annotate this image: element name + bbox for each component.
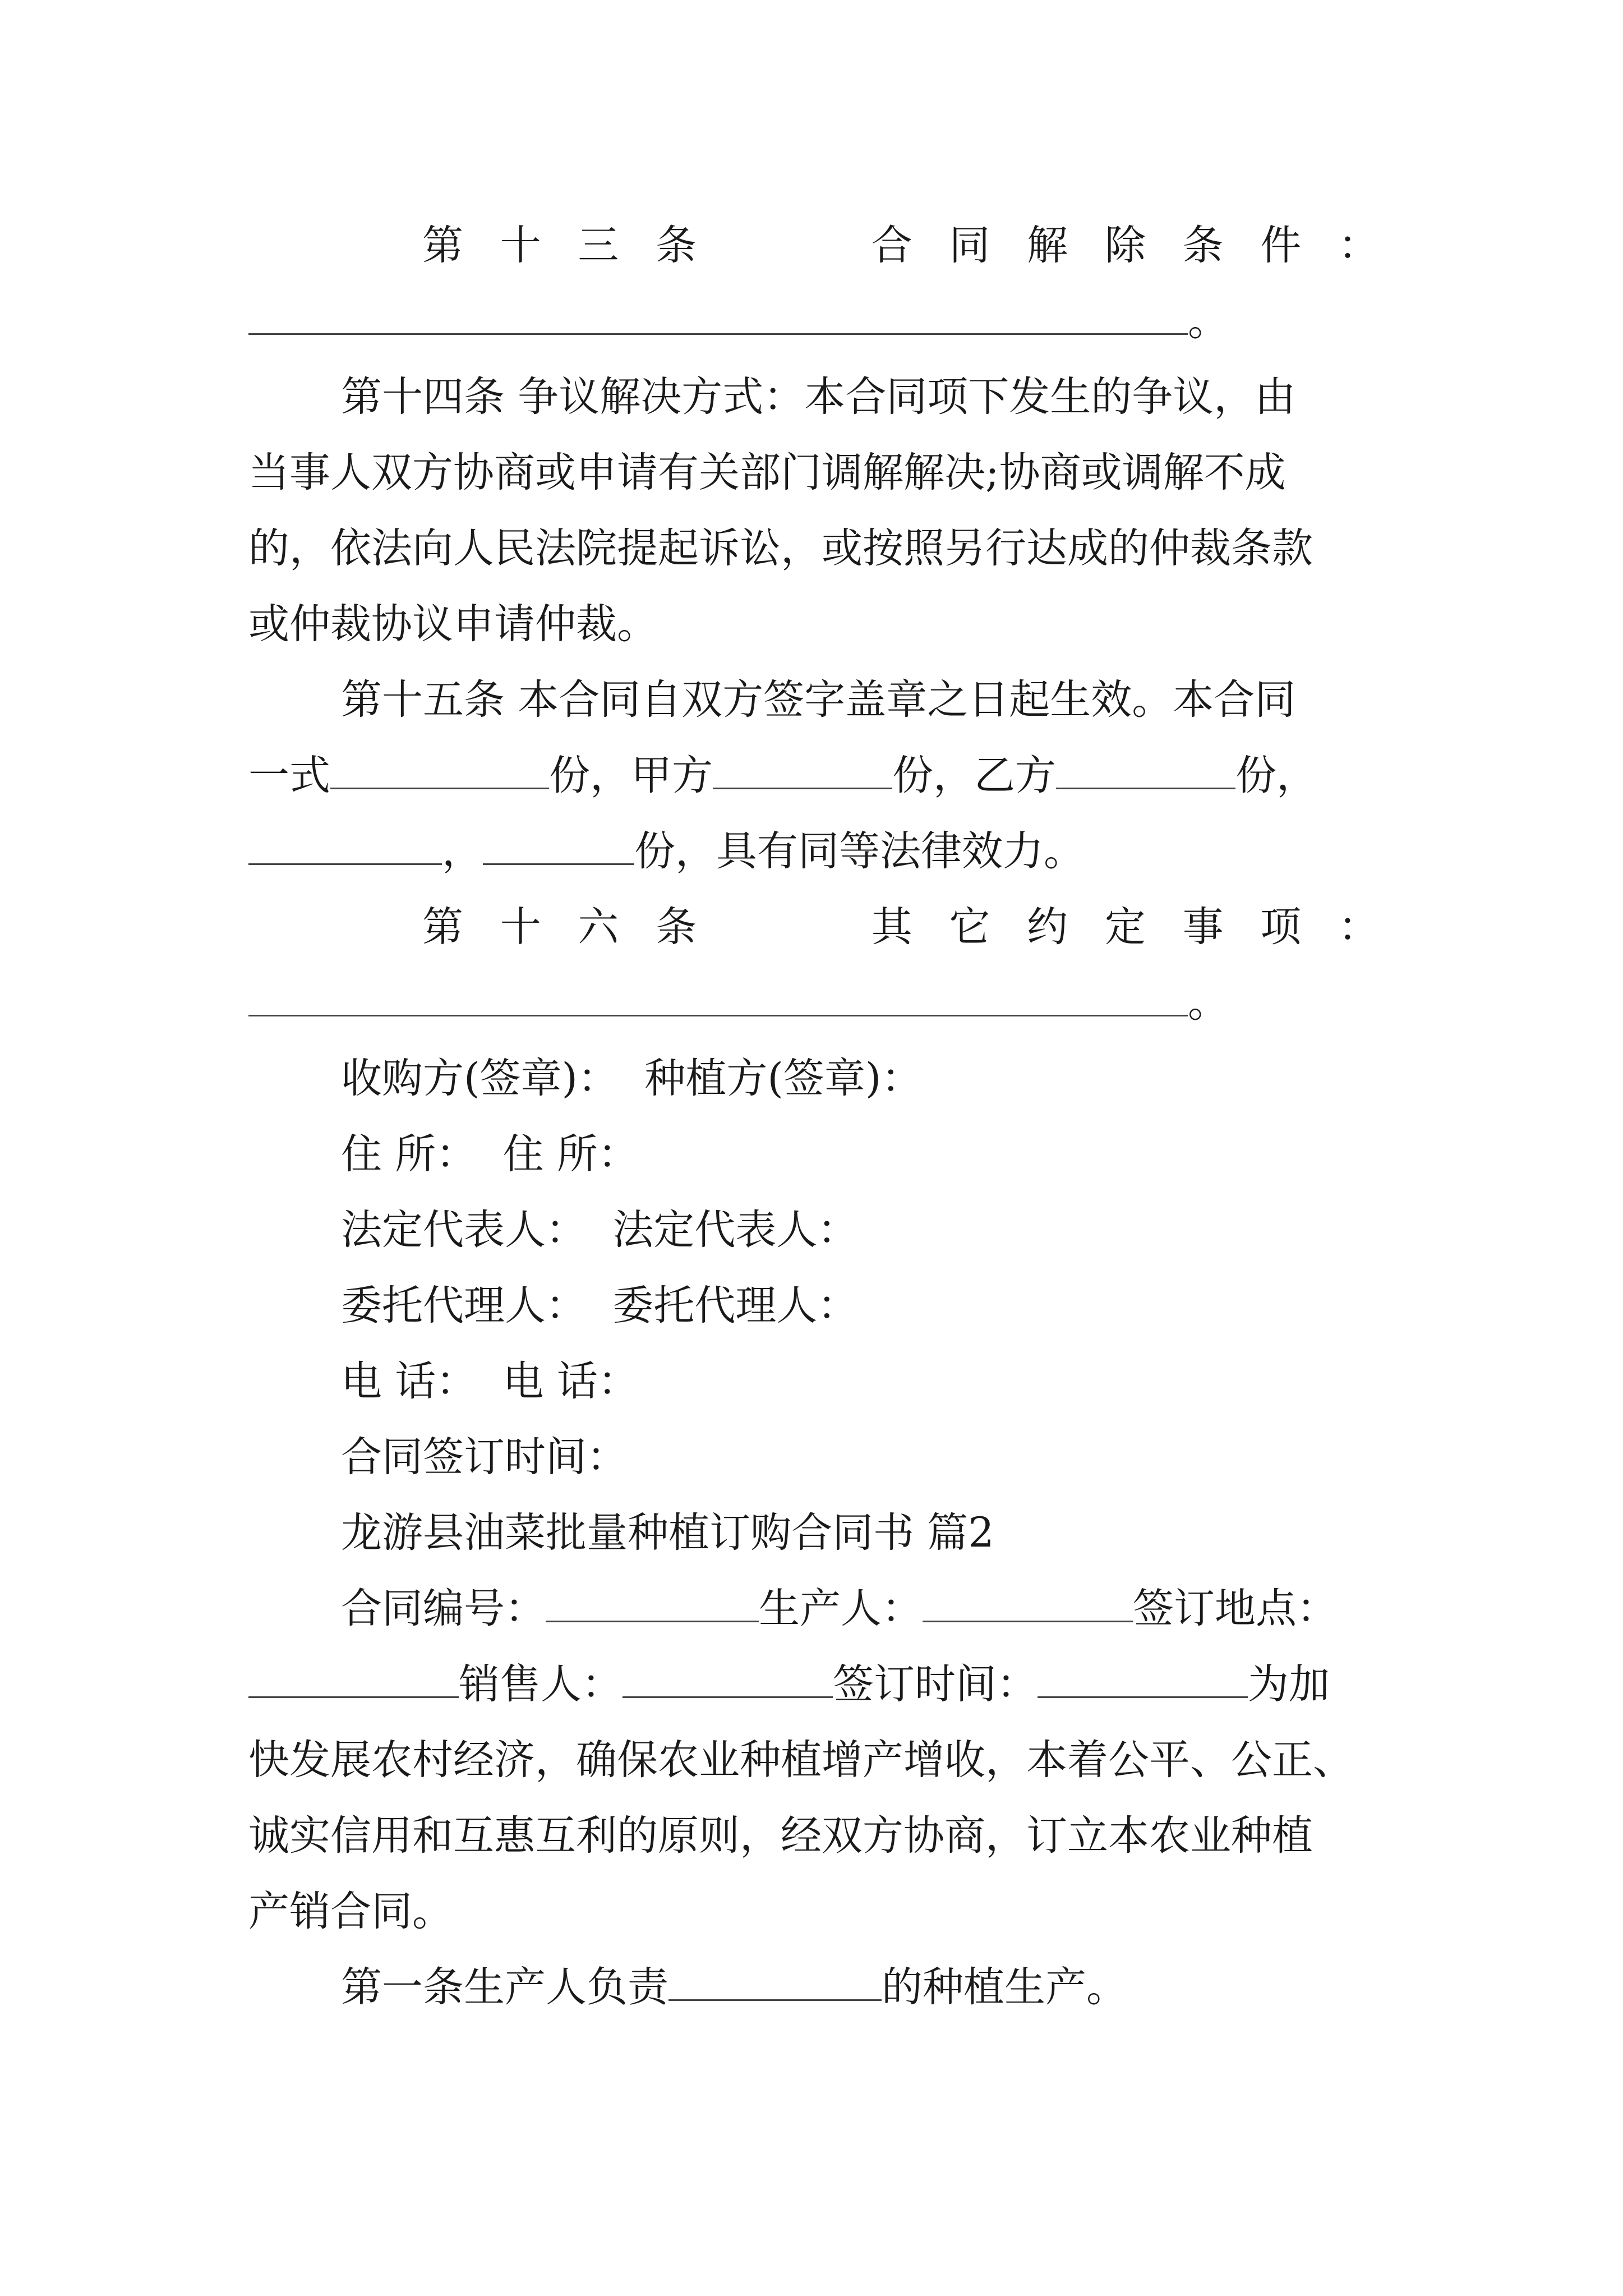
text: 合同编号： <box>341 1585 546 1632</box>
text: 为加 <box>1248 1660 1330 1708</box>
contract-number-blank <box>546 1588 759 1622</box>
period: 。 <box>1188 297 1229 345</box>
article-13-line <box>248 208 1416 283</box>
section-2-title: 龙游县油菜批量种植订购合同书 篇2 <box>341 1509 994 1557</box>
text: 份，具有同等法律效力。 <box>634 827 1085 875</box>
text: 一式 <box>248 752 330 799</box>
signature-parties: 收购方(签章)： 种植方(签章)： <box>341 1055 923 1102</box>
date-blank <box>1038 1664 1248 1698</box>
section-2-line-4: 诚实信用和互惠互利的原则，经双方协商，订立本农业种植 <box>248 1812 1313 1860</box>
article-15-line-3 <box>248 813 1379 889</box>
text: 份，甲方 <box>549 752 713 799</box>
text: ， <box>442 827 483 875</box>
crop-blank <box>668 1967 882 2001</box>
copies-party-b-blank <box>1056 755 1235 789</box>
signature-phone: 电 话： 电 话： <box>341 1358 639 1405</box>
text: 销售人： <box>459 1660 623 1708</box>
article-14-line-2: 当事人双方协商或申请有关部门调解解决;协商或调解不成 <box>248 449 1286 496</box>
signature-address: 住 所： 住 所： <box>341 1130 639 1178</box>
text: 签订地点： <box>1133 1585 1338 1632</box>
seller-blank <box>623 1664 833 1698</box>
text: 份，乙方 <box>892 752 1056 799</box>
section-2-header-line-1 <box>248 1571 1379 1646</box>
producer-blank <box>923 1588 1133 1622</box>
copies-party-a-blank <box>713 755 892 789</box>
article-14-line-1: 第十四条 争议解决方式：本合同项下发生的争议，由 <box>341 373 1296 421</box>
article-14-line-3: 的，依法向人民法院提起诉讼，或按照另行达成的仲裁条款 <box>248 524 1313 572</box>
text: 签订时间： <box>833 1660 1038 1708</box>
article-15-line-1: 第十五条 本合同自双方签字盖章之日起生效。本合同 <box>341 676 1296 724</box>
text: 生产人： <box>759 1585 923 1632</box>
article-13-blank-line <box>248 283 1379 359</box>
section-2-line-5: 产销合同。 <box>248 1888 453 1935</box>
section-2-line-3: 快发展农村经济，确保农业种植增产增收，本着公平、公正、 <box>248 1736 1354 1784</box>
signature-agent: 委托代理人： 委托代理人： <box>341 1282 859 1329</box>
place-blank <box>248 1664 459 1698</box>
article-16-topic: 其它约定事项： <box>871 903 1416 951</box>
article-15-line-2 <box>248 738 1379 813</box>
period: 。 <box>1188 979 1229 1027</box>
article-16-heading: 第十六条 <box>422 903 734 951</box>
copies-total-blank <box>330 755 549 789</box>
article-16-blank-line <box>248 965 1379 1041</box>
article-14-line-4: 或仲裁协议申请仲裁。 <box>248 600 658 648</box>
signature-date: 合同签订时间： <box>341 1433 628 1481</box>
other-party-blank <box>248 831 442 865</box>
article-13-heading: 第十三条 <box>422 222 734 269</box>
signature-legal-rep: 法定代表人： 法定代表人： <box>341 1206 859 1254</box>
text: 第一条生产人负责 <box>341 1963 668 2011</box>
other-copies-blank <box>483 831 634 865</box>
text: 的种植生产。 <box>882 1963 1127 2011</box>
section-2-header-line-2 <box>248 1646 1379 1722</box>
fill-blank <box>248 982 1188 1016</box>
article-16-line <box>248 889 1416 965</box>
fill-blank <box>248 301 1188 335</box>
text: 份， <box>1235 752 1317 799</box>
section-2-article-1 <box>248 1949 1379 2025</box>
article-13-topic: 合同解除条件： <box>871 222 1416 269</box>
